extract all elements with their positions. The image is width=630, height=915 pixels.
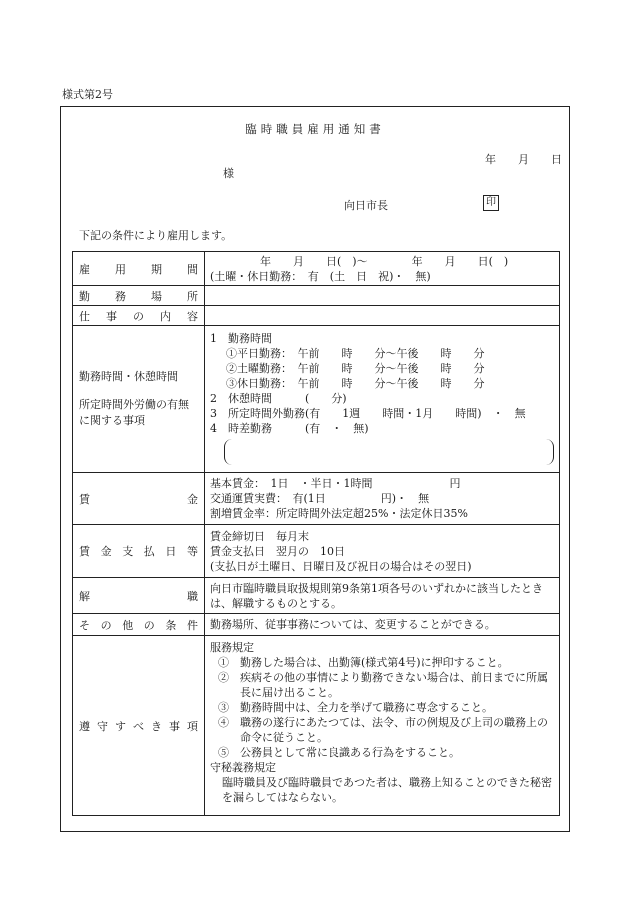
rules-label: 遵 守 す べ き 事 項	[73, 636, 205, 816]
rules-value: 服務規定 ① 勤務した場合は、出勤簿(様式第4号)に押印すること。 ② 疾病その他の事情により勤務できない場合は、前日までに所属長に届け出ること。 ③ 勤務時間中は、全力を挙げて職務に専念すること。 ④ 職務の遂行にあたつては、法令、市の例規及び上司の職務上の命令に従うこと。 ⑤ 公務員として常に良識ある行為をすること。 守秘義務規定 臨時職員及び臨時職員であつた者は、職務上知ることのできた秘密を漏らしてはならない。	[205, 636, 560, 816]
other-label: そ の 他 の 条 件	[73, 614, 205, 636]
table-row	[73, 473, 560, 525]
table-row	[73, 636, 560, 816]
table-row	[73, 614, 560, 636]
other-value: 勤務場所、従事事務については、変更することができる。	[205, 614, 560, 636]
table-row	[73, 326, 560, 473]
form-number: 様式第2号	[62, 88, 113, 101]
payday-value: 賃金締切日 毎月末 賃金支払日 翌月の 10日 (支払日が土曜日、日曜日及び祝日の場合はその翌日)	[205, 525, 560, 578]
table-row	[73, 252, 560, 286]
job-label: 仕 事 の 内 容	[73, 306, 205, 326]
payday-label: 賃 金 支 払 日 等	[73, 525, 205, 578]
table-row	[73, 306, 560, 326]
date-line: 年 月 日	[485, 153, 562, 166]
notice-form	[60, 106, 570, 832]
table-row	[73, 578, 560, 614]
conditions-table	[72, 251, 560, 816]
workplace-label: 勤 務 場 所	[73, 286, 205, 306]
seal-mark	[483, 195, 499, 211]
seal-box: 印	[483, 195, 499, 211]
job-value	[205, 306, 560, 326]
issuer-name: 向日市長	[344, 199, 388, 212]
dismissal-value: 向日市臨時職員取扱規則第9条第1項各号のいずれかに該当したときは、解職するものとする。	[205, 578, 560, 614]
wage-label: 賃 金	[73, 473, 205, 525]
addressee-suffix: 様	[223, 167, 234, 180]
workplace-value	[205, 286, 560, 306]
period-label: 雇 用 期 間	[73, 252, 205, 286]
note-bracket	[224, 439, 554, 465]
dismissal-label: 解 職	[73, 578, 205, 614]
intro-text: 下記の条件により雇用します。	[79, 229, 233, 242]
table-row	[73, 286, 560, 306]
wage-value: 基本賃金： 1日 ・半日・1時間 円 交通運賃実費： 有(1日 円)・ 無 割増賃金率：所定時間外法定超25%・法定休日35%	[205, 473, 560, 525]
hours-value: 1 勤務時間 ①平日勤務： 午前 時 分～午後 時 分 ②土曜勤務： 午前 時 分～午後 時 分 ③休日勤務： 午前 時 分～午後 時 分 2 休憩時間 ( 分) 3 所定時間外勤務(有 1週 時間・1月 時間) ・ 無 4 時差勤務 (有 ・ 無)	[205, 326, 560, 473]
period-value: 年 月 日( )～ 年 月 日( ) (土曜・休日勤務： 有 (土 日 祝)・ 無)	[205, 252, 560, 286]
table-row	[73, 525, 560, 578]
hours-label: 勤務時間・休憩時間 所定時間外労働の有無に関する事項	[73, 326, 205, 473]
document-title: 臨時職員雇用通知書	[245, 122, 385, 136]
